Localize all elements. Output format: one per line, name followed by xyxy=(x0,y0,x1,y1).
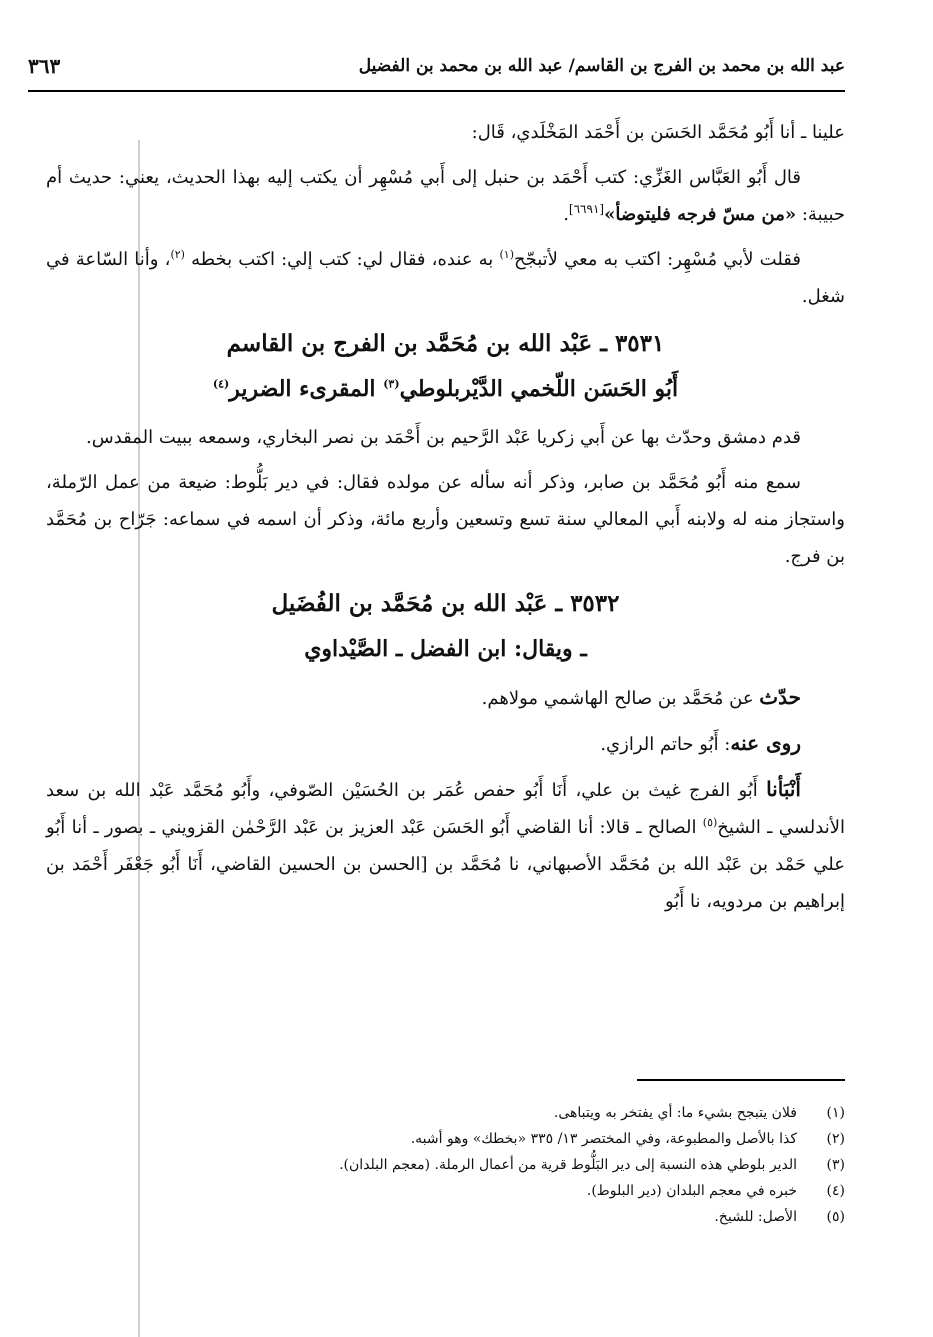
paragraph-1 xyxy=(46,114,845,151)
footnote-number: (٤) xyxy=(826,1183,845,1199)
subtitle-text: المقرىء الضرير xyxy=(229,376,384,402)
entry-3532-rawa xyxy=(46,725,845,763)
paragraph-text: فقلت لأبي مُسْهِر: اكتب به معي لأتبجّح xyxy=(513,249,802,270)
hadith-number: [٦٦٩١] xyxy=(568,202,605,216)
page-header xyxy=(28,52,845,92)
main-text xyxy=(46,114,845,928)
footnote-number: (٢) xyxy=(826,1131,845,1147)
footnote-ref-1: (١) xyxy=(499,248,514,261)
period: . xyxy=(563,204,569,225)
footnote-4 xyxy=(120,1178,845,1204)
footnote-text: خبره في معجم البلدان (دير البلوط). xyxy=(586,1183,797,1199)
paragraph-text: عن مُحَمَّد بن صالح الهاشمي مولاهم. xyxy=(481,688,760,709)
footnote-ref-2: (٢) xyxy=(170,248,185,261)
footnote-1 xyxy=(120,1100,845,1126)
footnote-number: (٥) xyxy=(826,1209,845,1225)
footnote-text: الدير بلوطي هذه النسبة إلى دير البَلُّوط قرية من أعمال الرملة. (معجم البلدان). xyxy=(339,1157,797,1173)
haddath-label: حدّث xyxy=(759,685,801,709)
footnote-ref-4: (٤) xyxy=(212,377,230,391)
page-number: ٣٦٣ xyxy=(28,54,61,78)
entry-3532-subtitle: ـ ويقال: ابن الفضل ـ الصَّيْداوي xyxy=(304,636,587,662)
entry-3531-subtitle xyxy=(46,369,845,409)
paragraph-2 xyxy=(46,159,845,233)
paragraph-text: : أَبُو حاتم الرازي. xyxy=(600,734,731,755)
footnote-ref-5: (٥) xyxy=(702,816,718,829)
footnote-number: (١) xyxy=(826,1105,845,1121)
footnote-number: (٣) xyxy=(826,1157,845,1173)
entry-3532-haddath xyxy=(46,679,845,717)
entry-3532-isnad xyxy=(46,771,845,920)
footnote-2 xyxy=(120,1126,845,1152)
paragraph-text: الصالح ـ قالا: أنا القاضي أَبُو الحَسَن عَبْد العزيز بن عَبْد الرَّحْمٰن القزويني ـ بصور ـ أنا أَبُو علي حَمْد بن عَبْد الله بن مُحَمَّد الأصبهاني، نا مُحَمَّد بن [الحسن بن الحسين القاضي، أَنَا أَبُو جَعْفَر أَحْمَد بن إبراهيم بن مردويه، نا أَبُو xyxy=(46,817,845,912)
entry-3531-title: ٣٥٣١ ـ عَبْد الله بن مُحَمَّد بن الفرج بن القاسم xyxy=(226,330,665,357)
paragraph-text: أَبُو الفرج غيث بن علي، أَنَا أَبُو حفص عُمَر بن الحُسَيْن الصّوفي، وأَبُو مُحَمَّد عَبْد الله بن سعد الأندلسي ـ الشيخ xyxy=(46,780,845,838)
paragraph-text: علينا ـ أنا أَبُو مُحَمَّد الحَسَن بن أَحْمَد المَخْلَدي، قَال: xyxy=(471,122,845,143)
footnote-text: فلان يتبجح بشيء ما: أي يفتخر به ويتباهى. xyxy=(553,1105,797,1121)
paragraph-text: قال أَبُو العَبَّاس الغَزِّي: كتب أَحْمَد بن حنبل إلى أَبي مُسْهِر أن يكتب إليه بهذا الحديث، يعني: حديث أم حبيبة: xyxy=(46,167,845,225)
footnote-3 xyxy=(120,1152,845,1178)
footnote-5 xyxy=(120,1204,845,1230)
hadith-quote: «من مسّ فرجه فليتوضأ» xyxy=(604,204,797,225)
paragraph-text: به عنده، فقال لي: كتب إلي: اكتب بخطه xyxy=(191,249,500,270)
entry-3531-paragraph-2: سمع منه أَبُو مُحَمَّد بن صابر، وذكر أنه سأله عن مولده فقال: في دير بَلُّوط: ضيعة من عمل الرّملة، واستجاز منه له ولابنه أَبي المعالي سنة تسع وتسعين وأربع مائة، وذكر أن اسمه في سماعه: جَرّاح بن مُحَمَّد بن فرج. xyxy=(46,472,846,567)
footnote-divider xyxy=(637,1079,845,1081)
paragraph-3 xyxy=(46,241,845,315)
footnote-text: كذا بالأصل والمطبوعة، وفي المختصر ١٣/ ٣٣٥ «بخطك» وهو أشبه. xyxy=(410,1131,797,1147)
rawa-label: روى عنه xyxy=(730,731,801,755)
subtitle-text: أَبُو الحَسَن اللّخمي الدَّيْربلوطي xyxy=(399,376,679,402)
entry-3532-title: ٣٥٣٢ ـ عَبْد الله بن مُحَمَّد بن الفُضَيل xyxy=(271,590,620,617)
footnotes xyxy=(120,1100,845,1230)
footnote-ref-3: (٣) xyxy=(383,377,400,391)
running-title: عبد الله بن محمد بن الفرج بن القاسم/ عبد الله بن محمد بن الفضيل xyxy=(358,56,845,76)
anbana-label: أَنْبَأنا xyxy=(766,777,801,801)
paragraph-text: ، وأنا السّاعة في شغل. xyxy=(46,249,845,307)
entry-3531-paragraph-1: قدم دمشق وحدّث بها عن أَبي زكريا عَبْد الرَّحيم بن أَحْمَد بن نصر البخاري، وسمعه ببيت المقدس. xyxy=(86,427,801,448)
footnote-text: الأصل: للشيخ. xyxy=(714,1209,797,1225)
